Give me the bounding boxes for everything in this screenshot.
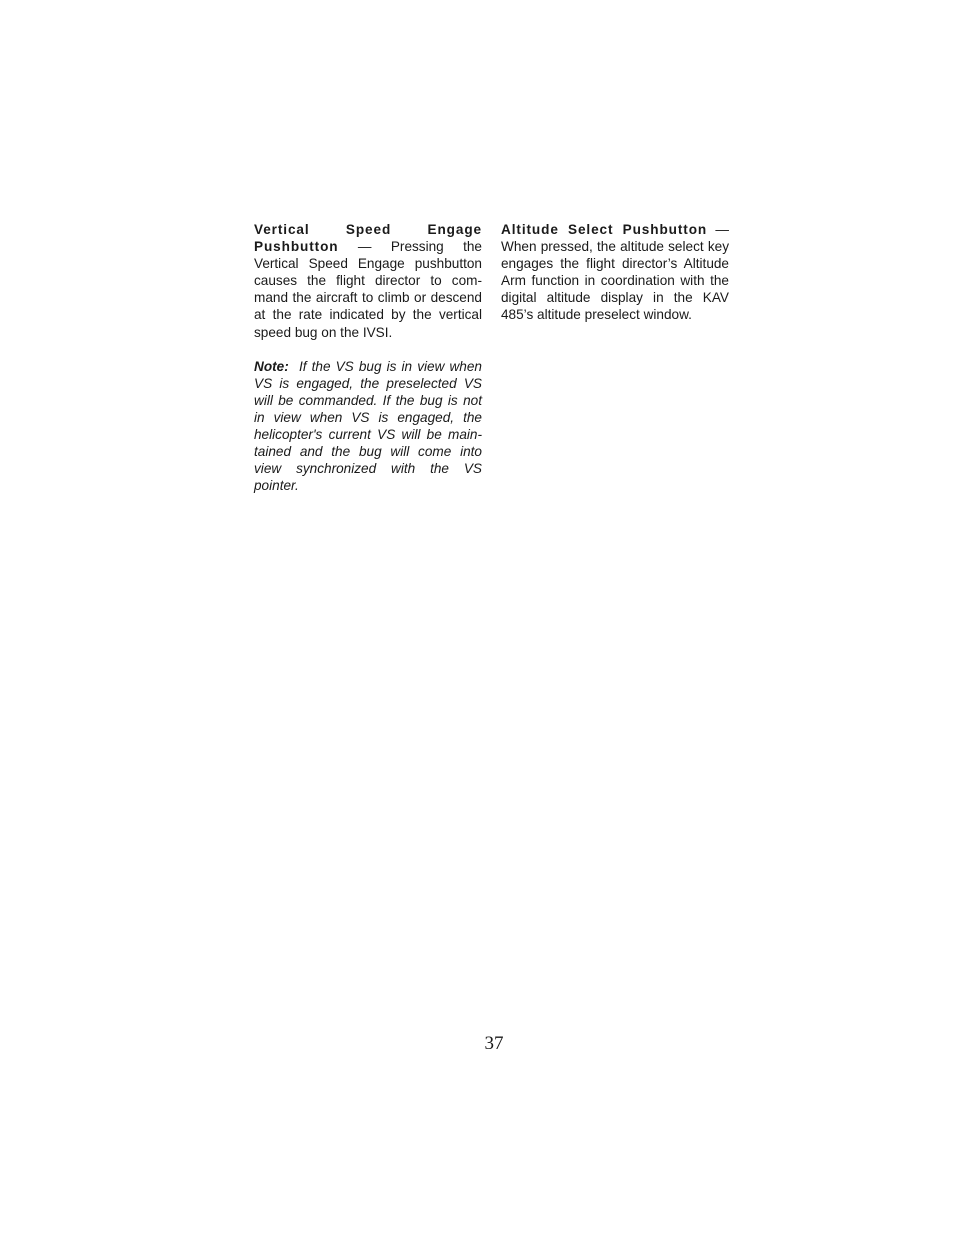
vs-engage-paragraph (254, 221, 482, 341)
altitude-select-paragraph (501, 221, 729, 324)
altitude-select-dash: — (707, 222, 729, 237)
page-number: 37 (484, 1033, 504, 1054)
vs-engage-dash: — (338, 239, 391, 255)
vs-note-paragraph (254, 358, 482, 495)
altitude-select-body: When pressed, the altitude select key engages the flight director’s Altitude Arm function in coordination with the digital altitude display in the KAV 485’s altitude preselect window. (501, 239, 729, 323)
right-column (501, 221, 729, 324)
vs-engage-heading: Vertical Speed Engage Pushbutton (254, 222, 482, 255)
vs-engage-body: Pressing the Vertical Speed Engage pushbutton causes the flight director to com-mand the aircraft to climb or descend at the rate indicated by the vertical speed bug on the IVSI. (254, 239, 482, 340)
altitude-select-heading: Altitude Select Pushbutton (501, 222, 708, 237)
note-label: Note: (254, 358, 289, 374)
left-column (254, 221, 482, 494)
note-text: If the VS bug is in view when VS is engaged, the preselected VS will be commanded. If the bug is not in view when VS is engaged, the helicopter's current VS will be main-tained and the bug will come into view synchronized with the VS pointer. (254, 358, 482, 494)
